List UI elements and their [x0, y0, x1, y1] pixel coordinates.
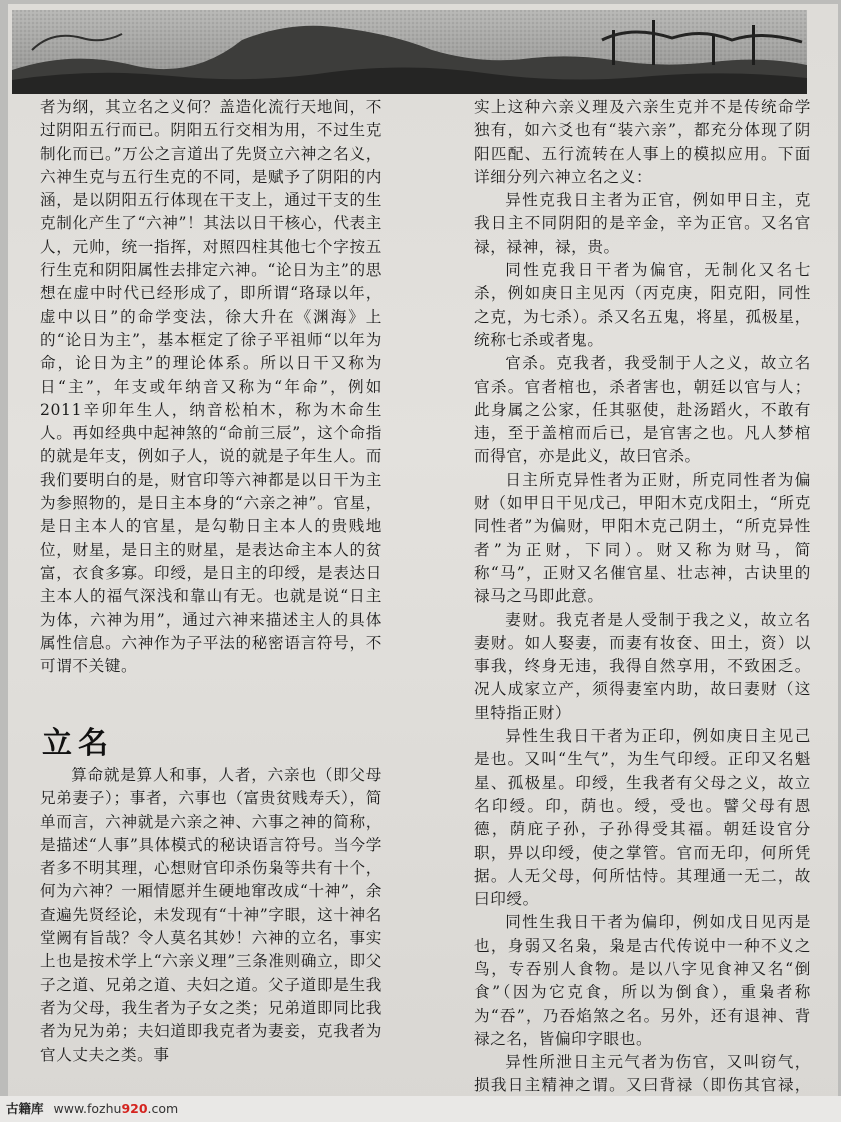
paragraph: 同性克我日干者为偏官，无制化又名七杀，例如庚日主见丙（丙克庚，阳克阳，同性之克，为七杀）。杀又名五鬼，将星，孤极星，统称七杀或者鬼。: [474, 261, 811, 349]
watermark-brand: 古籍库: [6, 1101, 44, 1116]
left-text-column: [40, 96, 382, 678]
watermark-url[interactable]: [54, 1101, 179, 1116]
right-text-column: [474, 96, 811, 1121]
paragraph: 实上这种六亲义理及六亲生克并不是传统命学独有，如六爻也有“装六亲”，都充分体现了阴阳匹配、五行流转在人事上的模拟应用。下面详细分列六神立名之义：: [474, 98, 811, 186]
paragraph: 日主所克异性者为正财，所克同性者为偏财（如甲日干见戊己，甲阳木克戊阳土，“所克同性者”为偏财，甲阳木克己阴土，“所克异性者”为正财，下同）。财又称为财马，简称“马”，正财又名催官星、壮志神，古诀里的禄马之马即此意。: [474, 470, 811, 606]
watermark-url-suffix: .com: [147, 1101, 179, 1116]
paragraph: 异性所泄日主元气者为伤官，又叫窃气，损我日主精神之谓。又曰背禄（即伤其官禄，: [474, 1053, 811, 1095]
mountain-landscape-picture: [12, 10, 807, 94]
paragraph: 异性克我日主者为正官，例如甲日主，克我日主不同阴阳的是辛金，辛为正官。又名官禄，禄神，禄，贵。: [474, 191, 811, 256]
left-text-column-lower: [40, 764, 382, 1067]
paragraph: 者为纲，其立名之义何？盖造化流行天地间，不过阴阳五行而已。阴阳五行交相为用，不过生克制化而已。”万公之言道出了先贤立六神之名义，六神生克与五行生克的不同，是赋予了阴阳的内涵，是以阴阳五行体现在干支上，通过干支的生克制化产生了“六神”！其法以日干核心，代表主人，元帅，统一指挥，对照四柱其他七个字按五行生克和阴阳属性去排定六神。“论日为主”的思想在虚中时代已经形成了，即所谓“珞琭以年，虚中以日”的命学变法，徐大升在《渊海》上的“论日为主”，基本框定了徐子平祖师“以年为命，论日为主”的理论体系。所以日干又称为日“主”，年支或年纳音又称为“年命”，例如2011辛卯年生人，纳音松柏木，称为木命生人。再如经典中起神煞的“命前三辰”，这个命指的就是年支，例如子人，说的就是子年生人。而我们要明白的是，财官印等六神都是以日干为主为参照物的，是日主本身的“六亲之神”。官星，是日主本人的官星，是勾勒日主本人的贵贱地位，财星，是日主的财星，是表达命主本人的贫富，衣食多寡。印绶，是日主的印绶，是表达日主本人的福气深浅和靠山有无。也就是说“日主为体，六神为用”，通过六神来描述主人的具体属性信息。六神作为子平法的秘密语言符号，不可谓不关键。: [40, 98, 382, 676]
site-watermark: [0, 1096, 841, 1122]
landscape-banner-image: [12, 10, 807, 94]
paragraph: 算命就是算人和事，人者，六亲也（即父母兄弟妻子）；事者，六事也（富贵贫贱寿夭），简单而言，六神就是六亲之神、六事之神的简称，是描述“人事”具体模式的秘诀语言符号。当今学者多不明其理，心想财官印杀伤枭等共有十个，何为六神？一厢情愿并生硬地窜改成“十神”，余查遍先贤经论，未发现有“十神”字眼，这十神名堂阙有旨哉？令人莫名其妙！六神的立名，事实上也是按术学上“六亲义理”三条准则确立，即父子之道、兄弟之道、夫妇之道。父子道即是生我者为父母，我生者为子女之类；兄弟道即同比我者为兄为弟；夫妇道即我克者为妻妾，克我者为官人丈夫之类。事: [40, 766, 382, 1064]
paragraph: 异性生我日干者为正印，例如庚日主见己是也。又叫“生气”，为生气印绶。正印又名魁星、孤极星。印绶，生我者有父母之义，故立名印绶。印，荫也。绶，受也。譬父母有恩德，荫庇子孙，子孙得受其福。朝廷设官分职，畀以印绶，使之掌管。官而无印，何所凭据。人无父母，何所怙恃。其理通一无二，故曰印绶。: [474, 727, 811, 909]
paragraph: 官杀。克我者，我受制于人之义，故立名官杀。官者棺也，杀者害也，朝廷以官与人；此身属之公家，任其驱使，赴汤蹈火，不敢有违，至于盖棺而后已，是官害之也。凡人梦棺而得官，亦是此义，故曰官杀。: [474, 354, 811, 466]
watermark-url-highlight: 920: [121, 1101, 148, 1116]
watermark-url-prefix: www.fozhu: [53, 1101, 122, 1116]
paragraph: 妻财。我克者是人受制于我之义，故立名妻财。如人娶妻，而妻有妆奁、田土，资）以事我，终身无违，我得自然享用，不致困乏。况人成家立产，须得妻室内助，故曰妻财（这里特指正财）: [474, 610, 811, 722]
paragraph: 同性生我日干者为偏印，例如戊日见丙是也，身弱又名枭，枭是古代传说中一种不义之鸟，专吞别人食物。是以八字见食神又名“倒食”（因为它克食，所以为倒食），重枭者称为“吞”，乃吞焰煞之名。另外，还有退神、背禄之名，皆偏印字眼也。: [474, 913, 811, 1048]
section-heading: 立名: [42, 726, 114, 761]
